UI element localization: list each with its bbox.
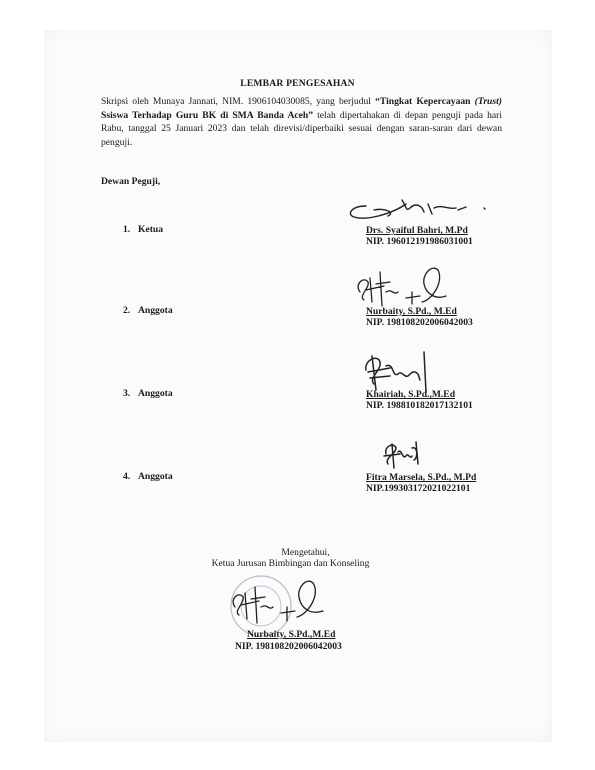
member-signature-3 <box>366 389 473 412</box>
examiners-heading: Dewan Peguji, <box>101 176 161 187</box>
paragraph-outro: telah dipertahakan di depan penguji pada hari Rabu, tanggal 25 Januari 2023 dan telah direvisi/diperbaiki sesuai dengan saran-saran dari dewan penguji. <box>101 109 502 148</box>
member-role-2: 2. Anggota <box>123 305 173 316</box>
paragraph-intro: Skripsi oleh Munaya Jannati, NIM. 1906104030085, yang berjudul <box>101 96 376 107</box>
signature-image-3 <box>360 348 440 394</box>
member-nip-3: NIP. 198810182017132101 <box>366 400 473 412</box>
signature-image-4 <box>378 438 426 472</box>
approval-position: Ketua Jurusan Bimbingan dan Konseling <box>211 558 370 569</box>
thesis-title-open: “Tingkat Kepercayaan <box>375 96 475 107</box>
member-name-2: Nurbaity, S.Pd., M.Ed <box>366 306 457 317</box>
approval-name: Nurbaity, S.Pd.,M.Ed <box>247 629 336 640</box>
member-nip-4: NIP.199303172021022101 <box>366 483 471 495</box>
mengetahui-label: Mengetahui, <box>281 547 330 558</box>
thesis-title-rest: Ssiswa Terhadap Guru BK di SMA Banda Aceh” <box>101 109 314 121</box>
member-nip-2: NIP. 198108202006042003 <box>366 317 473 329</box>
member-role-4: 4. Anggota <box>123 471 173 482</box>
member-name-4: Fitra Marsela, S.Pd., M.Pd <box>366 472 477 483</box>
member-role-3: 3. Anggota <box>123 388 173 399</box>
member-name-3: Khairiah, S.Pd.,M.Ed <box>366 389 456 400</box>
page-title: LEMBAR PENGESAHAN <box>240 78 355 89</box>
member-signature-1 <box>366 225 473 248</box>
thesis-title-italic: (Trust) <box>474 96 502 107</box>
approval-nip: NIP. 198108202006042003 <box>235 641 342 652</box>
member-signature-2 <box>366 306 473 329</box>
member-signature-4 <box>366 472 476 495</box>
member-name-1: Drs. Syaiful Bahri, M.Pd <box>366 225 468 236</box>
member-nip-1: NIP. 196012191986031001 <box>366 236 473 248</box>
member-role-1: 1. Ketua <box>123 224 164 235</box>
signature-image-1 <box>344 192 494 226</box>
approval-paragraph <box>101 95 502 149</box>
signature-image-2 <box>350 262 450 310</box>
